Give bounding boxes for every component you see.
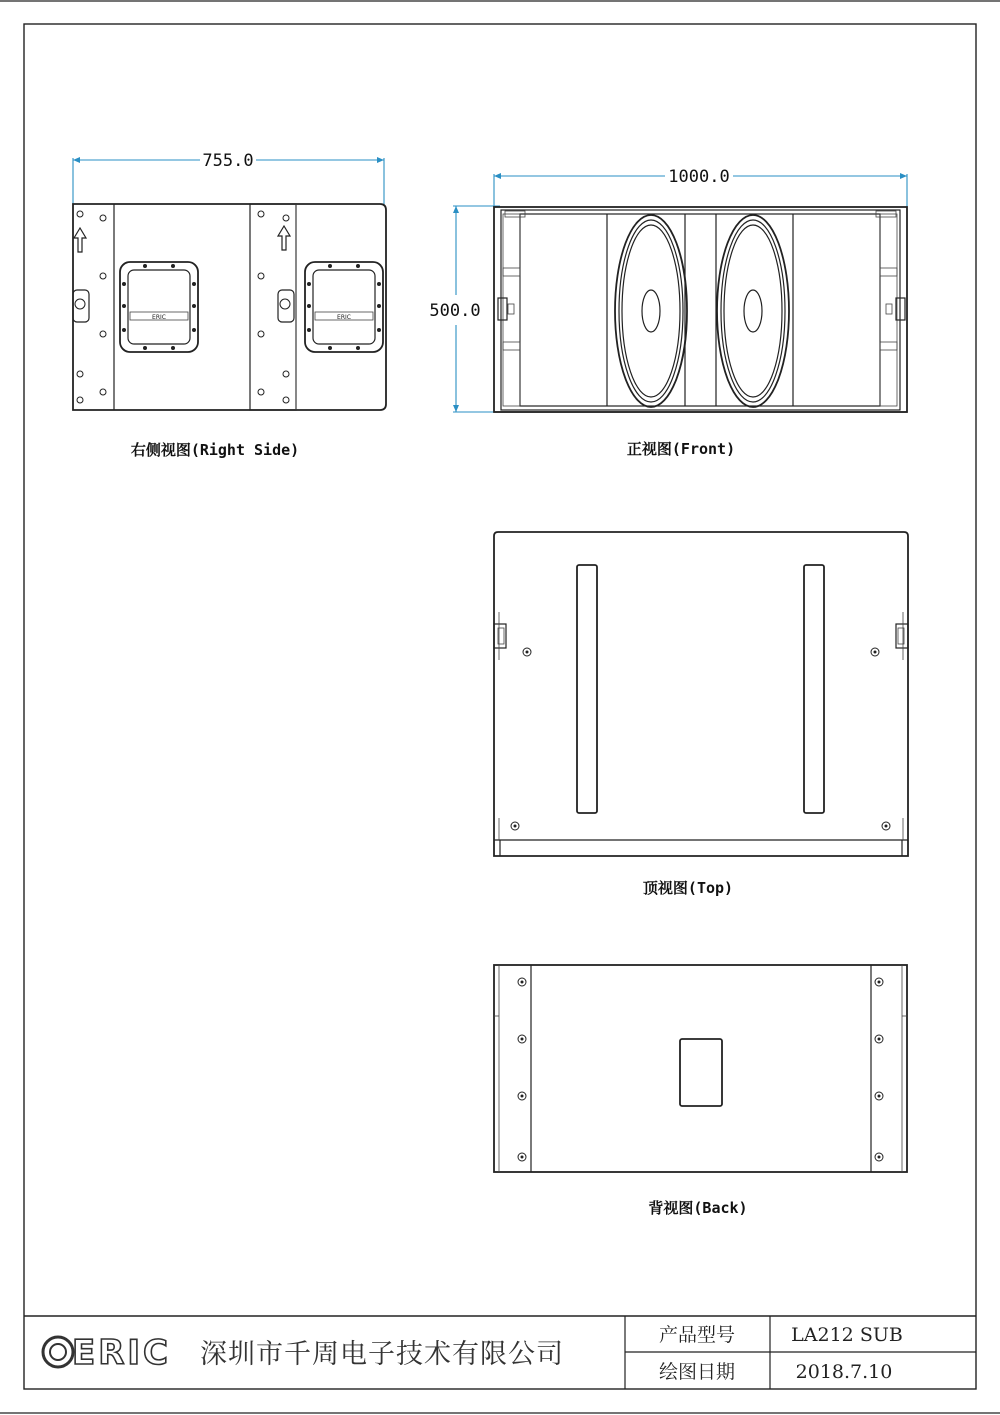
title-block	[24, 1316, 976, 1389]
company-logo	[43, 1333, 171, 1373]
front-width-dimension: 1000.0	[668, 167, 730, 187]
drawing-border	[24, 24, 976, 1389]
side-handle-right	[305, 262, 383, 352]
handle-logo-right: ERIC	[337, 314, 351, 321]
woofer-right	[717, 215, 789, 407]
front-height-dimension: 500.0	[429, 301, 481, 321]
woofer-left	[615, 215, 687, 407]
top-caption: 顶视图(Top)	[642, 879, 734, 897]
company-name: 深圳市千周电子技术有限公司	[200, 1339, 564, 1370]
handle-logo-left: ERIC	[152, 314, 166, 321]
side-handle-left	[120, 262, 198, 352]
logo-text: ERIC	[72, 1333, 172, 1373]
back-caption: 背视图(Back)	[648, 1199, 748, 1217]
back-view	[494, 965, 907, 1217]
drawing-date-value: 2018.7.10	[795, 1361, 893, 1383]
front-view	[429, 167, 907, 458]
right-side-caption: 右侧视图(Right Side)	[130, 441, 300, 459]
front-caption: 正视图(Front)	[626, 440, 736, 458]
top-view	[494, 532, 908, 897]
drawing-date-label: 绘图日期	[658, 1361, 736, 1383]
right-side-width-dimension: 755.0	[202, 151, 254, 171]
product-model-value: LA212 SUB	[791, 1324, 903, 1346]
input-panel	[680, 1039, 722, 1106]
right-side-view	[73, 151, 386, 459]
product-model-label: 产品型号	[658, 1324, 736, 1346]
